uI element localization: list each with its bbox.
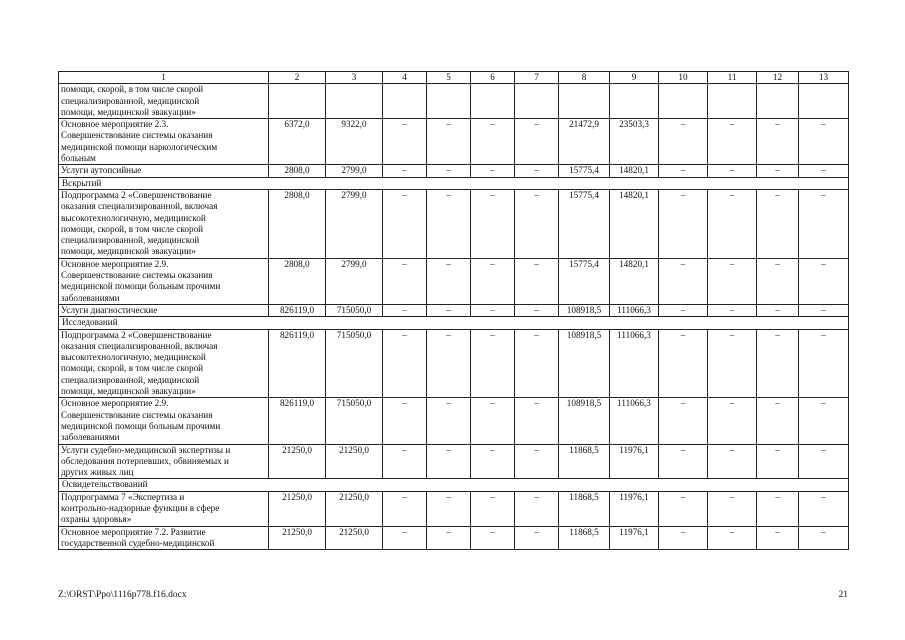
value-cell-col-2: 6372,0 xyxy=(269,119,326,165)
table-row xyxy=(59,491,849,526)
footer-file-path: Z:\ORST\Ppo\1116p778.f16.docx xyxy=(58,590,187,600)
value-cell-col-11: – xyxy=(708,444,757,479)
value-cell-col-5: – xyxy=(427,444,471,479)
table-row xyxy=(59,165,849,177)
value-cell-col-4: – xyxy=(383,398,427,444)
value-cell-col-4: – xyxy=(383,304,427,316)
value-cell-col-13: – xyxy=(799,165,849,177)
value-cell-col-11: – xyxy=(708,491,757,526)
value-cell-col-11: – xyxy=(708,165,757,177)
value-cell-col-6: – xyxy=(471,398,515,444)
value-cell-col-8 xyxy=(559,84,610,119)
column-header-3: 3 xyxy=(326,72,383,84)
value-cell-col-7: – xyxy=(515,304,559,316)
column-header-4: 4 xyxy=(383,72,427,84)
column-header-9: 9 xyxy=(610,72,659,84)
value-cell-col-6: – xyxy=(471,526,515,550)
value-cell-col-5: – xyxy=(427,398,471,444)
value-cell-col-4: – xyxy=(383,258,427,304)
value-cell-col-9: 11976,1 xyxy=(610,444,659,479)
value-cell-col-3: 2799,0 xyxy=(326,258,383,304)
value-cell-col-5: – xyxy=(427,189,471,258)
value-cell-col-5: – xyxy=(427,329,471,398)
value-cell-col-9: 11976,1 xyxy=(610,491,659,526)
value-cell-col-9: 14820,1 xyxy=(610,189,659,258)
value-cell-col-4: – xyxy=(383,119,427,165)
table-row xyxy=(59,398,849,444)
value-cell-col-12: – xyxy=(757,491,799,526)
value-cell-col-3: 715050,0 xyxy=(326,398,383,444)
row-label-cell: Услуги судебно-медицинской экспертизы и обследования потерпевших, обвиняемых и других живых лиц xyxy=(59,444,269,479)
row-label-cell: Услуги аутопсийные xyxy=(59,165,269,177)
table-row xyxy=(59,84,849,119)
value-cell-col-7: – xyxy=(515,491,559,526)
section-label: Исследований xyxy=(59,317,849,329)
row-label-cell: Основное мероприятие 2.3. Совершенствование системы оказания медицинской помощи наркологическим больным xyxy=(59,119,269,165)
table-row xyxy=(59,444,849,479)
row-label-cell: помощи, скорой, в том числе скорой специализированной, медицинской помощи, медицинской эвакуации» xyxy=(59,84,269,119)
value-cell-col-3: 21250,0 xyxy=(326,444,383,479)
value-cell-col-4: – xyxy=(383,329,427,398)
value-cell-col-12: – xyxy=(757,119,799,165)
value-cell-col-10: – xyxy=(659,398,708,444)
value-cell-col-6: – xyxy=(471,491,515,526)
value-cell-col-13: – xyxy=(799,444,849,479)
value-cell-col-9 xyxy=(610,84,659,119)
table-section-row xyxy=(59,177,849,189)
value-cell-col-12: – xyxy=(757,258,799,304)
value-cell-col-7: – xyxy=(515,398,559,444)
value-cell-col-2: 2808,0 xyxy=(269,258,326,304)
value-cell-col-3: 21250,0 xyxy=(326,491,383,526)
value-cell-col-11: – xyxy=(708,119,757,165)
column-header-2: 2 xyxy=(269,72,326,84)
value-cell-col-5: – xyxy=(427,491,471,526)
value-cell-col-10: – xyxy=(659,304,708,316)
value-cell-col-13: – xyxy=(799,189,849,258)
value-cell-col-8: 21472,9 xyxy=(559,119,610,165)
value-cell-col-8: 11868,5 xyxy=(559,444,610,479)
row-label-cell: Основное мероприятие 7.2. Развитие государственной судебно-медицинской xyxy=(59,526,269,550)
value-cell-col-7: – xyxy=(515,444,559,479)
value-cell-col-10: – xyxy=(659,119,708,165)
value-cell-col-13: – xyxy=(799,491,849,526)
value-cell-col-11: – xyxy=(708,258,757,304)
value-cell-col-11: – xyxy=(708,304,757,316)
section-label: Вскрытий xyxy=(59,177,849,189)
value-cell-col-3: 21250,0 xyxy=(326,526,383,550)
table-row xyxy=(59,189,849,258)
value-cell-col-2: 826119,0 xyxy=(269,304,326,316)
value-cell-col-6: – xyxy=(471,444,515,479)
row-label-cell: Подпрограмма 2 «Совершенствование оказания специализированной, включая высокотехнологичную, медицинской помощи, скорой, в том числе скорой специализированной, медицинской помощи, медицинской эвакуации» xyxy=(59,189,269,258)
value-cell-col-3: 2799,0 xyxy=(326,189,383,258)
value-cell-col-6: – xyxy=(471,329,515,398)
value-cell-col-8: 108918,5 xyxy=(559,304,610,316)
value-cell-col-6 xyxy=(471,84,515,119)
value-cell-col-7: – xyxy=(515,329,559,398)
value-cell-col-7: – xyxy=(515,189,559,258)
value-cell-col-8: 11868,5 xyxy=(559,526,610,550)
value-cell-col-12 xyxy=(757,84,799,119)
table-section-row xyxy=(59,317,849,329)
column-header-6: 6 xyxy=(471,72,515,84)
value-cell-col-4: – xyxy=(383,189,427,258)
value-cell-col-8: 108918,5 xyxy=(559,329,610,398)
table-row xyxy=(59,258,849,304)
value-cell-col-3 xyxy=(326,84,383,119)
column-header-10: 10 xyxy=(659,72,708,84)
value-cell-col-10: – xyxy=(659,444,708,479)
value-cell-col-12: – xyxy=(757,444,799,479)
value-cell-col-8: 108918,5 xyxy=(559,398,610,444)
value-cell-col-2: 2808,0 xyxy=(269,165,326,177)
row-label-cell: Основное мероприятие 2.9. Совершенствование системы оказания медицинской помощи больным прочими заболеваниями xyxy=(59,398,269,444)
value-cell-col-5: – xyxy=(427,165,471,177)
value-cell-col-2: 21250,0 xyxy=(269,444,326,479)
value-cell-col-4 xyxy=(383,84,427,119)
value-cell-col-4: – xyxy=(383,165,427,177)
value-cell-col-3: 2799,0 xyxy=(326,165,383,177)
value-cell-col-10: – xyxy=(659,165,708,177)
value-cell-col-9: 23503,3 xyxy=(610,119,659,165)
value-cell-col-6: – xyxy=(471,258,515,304)
section-label: Освидетельствований xyxy=(59,479,849,491)
value-cell-col-4: – xyxy=(383,526,427,550)
value-cell-col-2 xyxy=(269,84,326,119)
value-cell-col-11: – xyxy=(708,189,757,258)
column-header-7: 7 xyxy=(515,72,559,84)
value-cell-col-10: – xyxy=(659,491,708,526)
column-header-5: 5 xyxy=(427,72,471,84)
value-cell-col-13: – xyxy=(799,304,849,316)
value-cell-col-12: – xyxy=(757,304,799,316)
value-cell-col-7: – xyxy=(515,526,559,550)
table-row xyxy=(59,329,849,398)
value-cell-col-2: 21250,0 xyxy=(269,526,326,550)
value-cell-col-3: 9322,0 xyxy=(326,119,383,165)
header-row xyxy=(59,72,849,84)
value-cell-col-10 xyxy=(659,84,708,119)
column-header-13: 13 xyxy=(799,72,849,84)
column-header-1: 1 xyxy=(59,72,269,84)
value-cell-col-12: – xyxy=(757,329,799,398)
value-cell-col-2: 826119,0 xyxy=(269,329,326,398)
value-cell-col-12: – xyxy=(757,165,799,177)
value-cell-col-11 xyxy=(708,84,757,119)
table-row xyxy=(59,526,849,550)
row-label-cell: Подпрограмма 2 «Совершенствование оказания специализированной, включая высокотехнологичную, медицинской помощи, скорой, в том числе скорой специализированной, медицинской помощи, медицинской эвакуации» xyxy=(59,329,269,398)
value-cell-col-2: 2808,0 xyxy=(269,189,326,258)
value-cell-col-9: 14820,1 xyxy=(610,165,659,177)
column-header-12: 12 xyxy=(757,72,799,84)
value-cell-col-13: – xyxy=(799,329,849,398)
value-cell-col-6: – xyxy=(471,304,515,316)
value-cell-col-6: – xyxy=(471,189,515,258)
value-cell-col-10: – xyxy=(659,189,708,258)
value-cell-col-11: – xyxy=(708,398,757,444)
value-cell-col-9: 14820,1 xyxy=(610,258,659,304)
value-cell-col-12: – xyxy=(757,398,799,444)
value-cell-col-13: – xyxy=(799,526,849,550)
table-body xyxy=(59,84,849,550)
value-cell-col-13: – xyxy=(799,398,849,444)
value-cell-col-7: – xyxy=(515,165,559,177)
data-table xyxy=(58,71,849,550)
value-cell-col-7 xyxy=(515,84,559,119)
value-cell-col-10: – xyxy=(659,526,708,550)
value-cell-col-6: – xyxy=(471,165,515,177)
row-label-cell: Услуги диагностические xyxy=(59,304,269,316)
value-cell-col-13: – xyxy=(799,258,849,304)
value-cell-col-9: 11976,1 xyxy=(610,526,659,550)
table-row xyxy=(59,304,849,316)
value-cell-col-10: – xyxy=(659,258,708,304)
column-header-8: 8 xyxy=(559,72,610,84)
table-row xyxy=(59,119,849,165)
value-cell-col-9: 111066,3 xyxy=(610,329,659,398)
value-cell-col-8: 15775,4 xyxy=(559,189,610,258)
value-cell-col-8: 15775,4 xyxy=(559,258,610,304)
value-cell-col-8: 15775,4 xyxy=(559,165,610,177)
table-header xyxy=(59,72,849,84)
value-cell-col-11: – xyxy=(708,329,757,398)
value-cell-col-12: – xyxy=(757,189,799,258)
value-cell-col-8: 11868,5 xyxy=(559,491,610,526)
value-cell-col-13 xyxy=(799,84,849,119)
table-section-row xyxy=(59,479,849,491)
row-label-cell: Подпрограмма 7 «Экспертиза и контрольно-надзорные функции в сфере охраны здоровья» xyxy=(59,491,269,526)
value-cell-col-2: 21250,0 xyxy=(269,491,326,526)
value-cell-col-13: – xyxy=(799,119,849,165)
value-cell-col-3: 715050,0 xyxy=(326,329,383,398)
value-cell-col-5: – xyxy=(427,304,471,316)
column-header-11: 11 xyxy=(708,72,757,84)
value-cell-col-4: – xyxy=(383,491,427,526)
value-cell-col-12: – xyxy=(757,526,799,550)
value-cell-col-10: – xyxy=(659,329,708,398)
value-cell-col-3: 715050,0 xyxy=(326,304,383,316)
value-cell-col-5 xyxy=(427,84,471,119)
value-cell-col-9: 111066,3 xyxy=(610,398,659,444)
value-cell-col-5: – xyxy=(427,258,471,304)
value-cell-col-7: – xyxy=(515,258,559,304)
value-cell-col-11: – xyxy=(708,526,757,550)
value-cell-col-2: 826119,0 xyxy=(269,398,326,444)
page-number: 21 xyxy=(838,590,848,600)
row-label-cell: Основное мероприятие 2.9. Совершенствование системы оказания медицинской помощи больным прочими заболеваниями xyxy=(59,258,269,304)
value-cell-col-7: – xyxy=(515,119,559,165)
value-cell-col-4: – xyxy=(383,444,427,479)
value-cell-col-6: – xyxy=(471,119,515,165)
value-cell-col-5: – xyxy=(427,526,471,550)
value-cell-col-5: – xyxy=(427,119,471,165)
value-cell-col-9: 111066,3 xyxy=(610,304,659,316)
